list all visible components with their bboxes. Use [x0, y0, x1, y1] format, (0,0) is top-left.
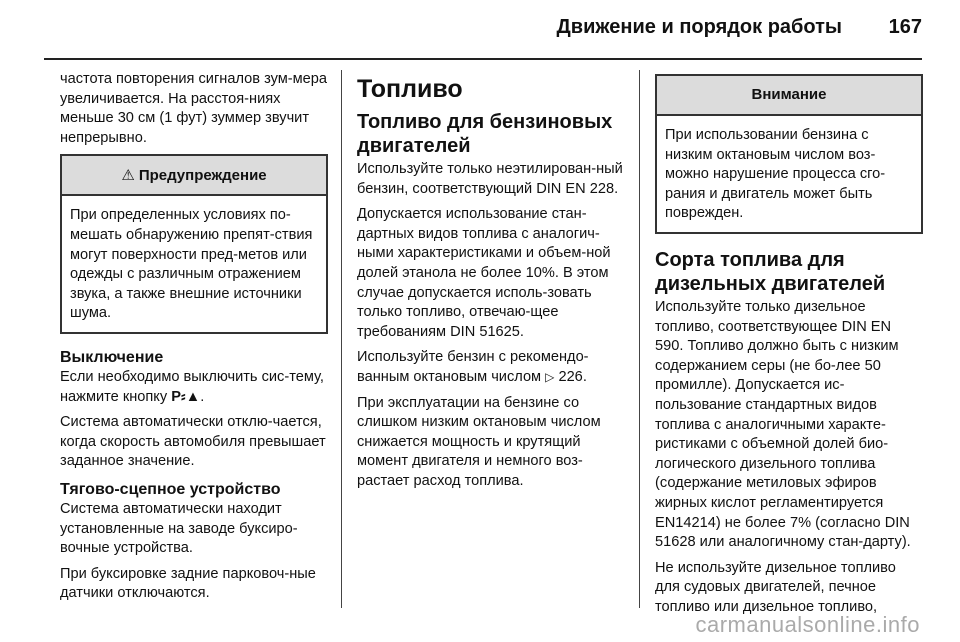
section-tow-paragraph-2: При буксировке задние парковоч-ные датчики отключаются. [60, 565, 316, 602]
diesel-paragraph-1: Используйте только дизельное топливо, соответствующее DIN EN 590. Топливо должно быть с низким содержанием серы (не бо-лее 50 промилле). Допускается ис-пользование стандартных видов топлива с аналогичными характе-ристиками с объемной долей био-логического дизельного топлива (содержание метиловых эфиров жирных кислот регламентируется EN14214) не более 7% (согласно DIN 51628 или аналогичному стан-дарту). [655, 298, 911, 551]
section-heading-petrol: Топливо для бензиновых двигателей [357, 111, 613, 157]
notice-box [655, 74, 923, 234]
petrol-paragraph-2: Допускается использование стан-дартных видов топлива с аналогич-ными характеристиками и объем-ной долей этанола не более 10%. В этом случае допускается исполь-зовать только топливо, отвечаю-щее требованиям DIN 51625. [357, 206, 611, 340]
column-1 [60, 70, 328, 610]
page-reference-link[interactable]: 226 [558, 368, 583, 385]
column-divider-2 [639, 70, 640, 608]
warning-box-text: При определенных условиях по-мешать обнаружению препят-ствия могут поверхности пред-метов или одежды с различным отражением звука, а также внешние источники шума. [70, 207, 313, 322]
section-tow-paragraph-1: Система автоматически находит установленные на заводе буксиро-вочные устройства. [60, 500, 298, 557]
section-off-text-end: . [200, 388, 205, 405]
section-heading-tow: Тягово-сцепное устройство [60, 480, 281, 498]
section-off-paragraph-1 [60, 368, 328, 407]
header-title: Движение и порядок работы [556, 16, 842, 38]
section-heading-diesel: Сорта топлива для дизельных двигателей [655, 248, 886, 295]
section-heading-off: Выключение [60, 348, 164, 366]
park-pilot-button-icon: P⸗▲ [171, 388, 201, 405]
warning-box-header [62, 156, 326, 196]
header-rule [44, 58, 922, 60]
chapter-title: Топливо [357, 75, 463, 103]
petrol-paragraph-3 [357, 348, 625, 387]
petrol-paragraph-3-end: . [582, 368, 587, 385]
column-divider-1 [341, 70, 342, 608]
page-number: 167 [888, 16, 922, 38]
section-off-text: Если необходимо выключить сис-тему, нажмите кнопку [60, 368, 324, 405]
page-header [0, 0, 960, 60]
warning-box-title: Предупреждение [138, 166, 267, 184]
warning-box [60, 154, 328, 334]
notice-box-header [657, 76, 921, 116]
notice-box-text: При использовании бензина с низким октановым числом воз-можно нарушение процесса сго-рания и двигатель может быть поврежден. [665, 127, 886, 222]
section-off-paragraph-2: Система автоматически отклю-чается, когда скорость автомобиля превышает заданное значение. [60, 414, 326, 470]
intro-paragraph: частота повторения сигналов зум-мера увеличивается. На расстоя-ниях меньше 30 см (1 фут) зуммер звучит непрерывно. [60, 71, 327, 146]
column-2 [357, 70, 625, 498]
petrol-paragraph-1: Используйте только неэтилирован-ный бензин, соответствующий DIN EN 228. [357, 161, 623, 197]
page-reference-icon: ▷ [545, 369, 555, 384]
notice-box-title: Внимание [751, 86, 827, 104]
petrol-paragraph-3-text: Используйте бензин с рекомендо-ванным октановым числом [357, 349, 589, 385]
diesel-paragraph-2: Не используйте дизельное топливо для судовых двигателей, печное топливо или дизельное топливо, [655, 559, 896, 615]
petrol-paragraph-4: При эксплуатации на бензине со слишком низким октановым числом снижается мощность и крутящий момент двигателя и немного воз-растает расход топлива. [357, 394, 601, 489]
warning-icon: ⚠ [121, 166, 135, 184]
watermark: carmanualsonline.info [695, 612, 920, 637]
column-3 [655, 70, 923, 623]
